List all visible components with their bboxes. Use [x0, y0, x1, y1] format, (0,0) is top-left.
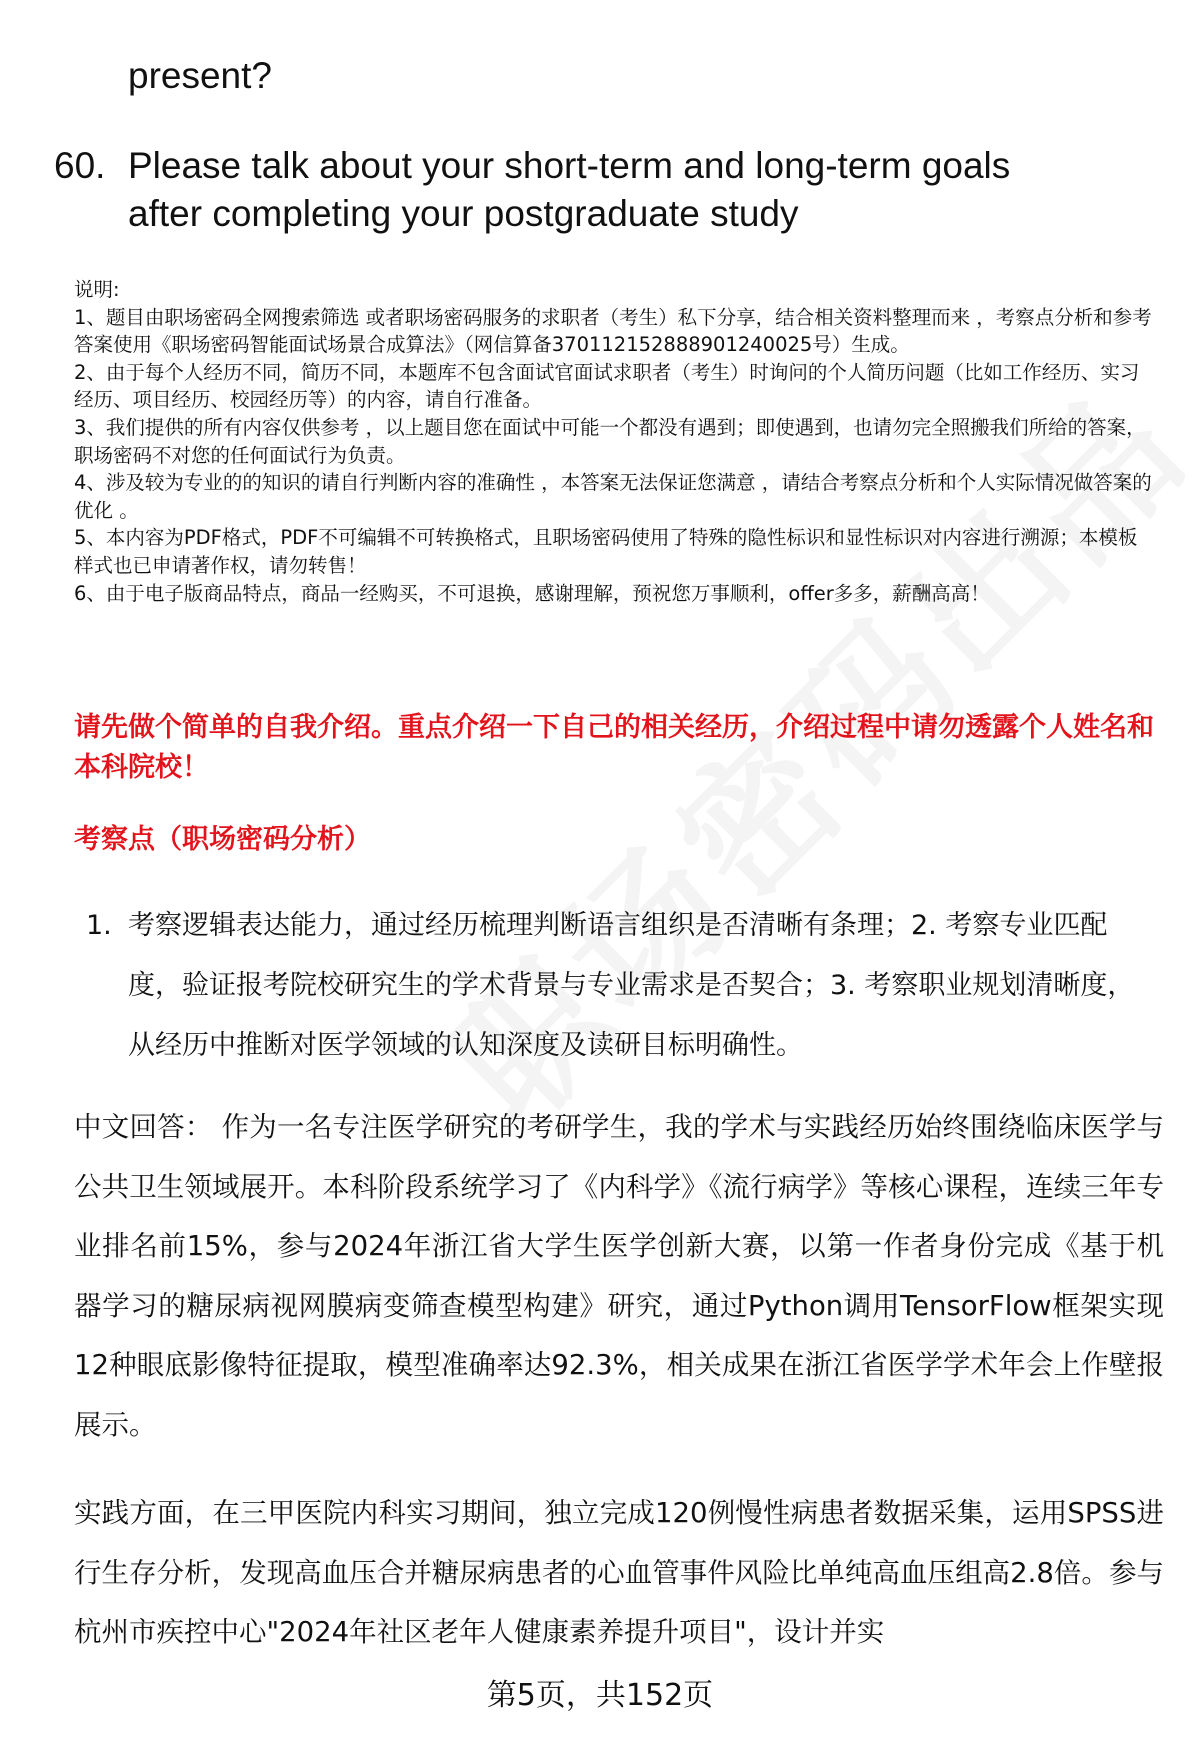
note-item: 2、由于每个人经历不同，简历不同，本题库不包含面试官面试求职者（考生）时询问的个人简历问题（比如工作经历、实习经历、项目经历、校园经历等）的内容，请自行准备。 [74, 360, 1140, 412]
note-item: 5、本内容为PDF格式，PDF不可编辑不可转换格式，且职场密码使用了特殊的隐性标识和显性标识对内容进行溯源；本模板样式也已申请著作权，请勿转售！ [74, 526, 1138, 577]
prompt-heading: 请先做个简单的自我介绍。重点介绍一下自己的相关经历，介绍过程中请勿透露个人姓名和本科院校！ [74, 712, 1154, 783]
page-footer: 第5页，共152页 [486, 1678, 714, 1713]
analysis-heading: 考察点（职场密码分析） [74, 824, 371, 855]
analysis-point-number: 1. [86, 910, 112, 941]
answer-paragraph: 中文回答： 作为一名专注医学研究的考研学生，我的学术与实践经历始终围绕临床医学与公共卫生领域展开。本科阶段系统学习了《内科学》《流行病学》等核心课程，连续三年专业排名前15%，参与2024年浙江省大学生医学创新大赛，以第一作者身份完成《基于机器学习的糖尿病视网膜病变筛查模型构建》研究，通过Python调用TensorFlow框架实现12种眼底影像特征提取，模型准确率达92.3%，相关成果在浙江省医学学术年会上作壁报展示。 [74, 1111, 1164, 1441]
question-continuation [128, 52, 1148, 100]
question-line: present? [128, 55, 272, 96]
question-line: after completing your postgraduate study [128, 193, 799, 234]
notes-section [74, 276, 1154, 607]
question-line: Please talk about your short-term and long-term goals [128, 145, 1011, 186]
question-number: 60. [54, 145, 106, 186]
note-item: 1、题目由职场密码全网搜索筛选 或者职场密码服务的求职者（考生）私下分享，结合相关资料整理而来 ，考察点分析和参考答案使用《职场密码智能面试场景合成算法》（网信算备370112152888901240025号）生成。 [74, 305, 1152, 357]
question-text [128, 142, 1148, 238]
analysis-point-text: 考察逻辑表达能力，通过经历梳理判断语言组织是否清晰有条理；2. 考察专业匹配度，验证报考院校研究生的学术背景与专业需求是否契合；3. 考察职业规划清晰度，从经历中推断对医学领域的认知深度及读研目标明确性。 [128, 910, 1135, 1061]
answer-paragraph: 实践方面，在三甲医院内科实习期间，独立完成120例慢性病患者数据采集，运用SPSS进行生存分析，发现高血压合并糖尿病患者的心血管事件风险比单纯高血压组高2.8倍。参与杭州市疾控中心"2024年社区老年人健康素养提升项目"，设计并实 [74, 1497, 1164, 1648]
note-item: 4、涉及较为专业的的知识的请自行判断内容的准确性 ，本答案无法保证您满意 ，请结合考察点分析和个人实际情况做答案的优化 。 [74, 471, 1152, 522]
notes-title: 说明: [74, 278, 120, 301]
note-item: 3、我们提供的所有内容仅供参考 ，以上题目您在面试中可能一个都没有遇到；即使遇到，也请勿完全照搬我们所给的答案，职场密码不对您的任何面试行为负责。 [74, 415, 1146, 467]
note-item: 6、由于电子版商品特点，商品一经购买，不可退换，感谢理解，预祝您万事顺利，offer多多，薪酬高高！ [74, 581, 990, 605]
